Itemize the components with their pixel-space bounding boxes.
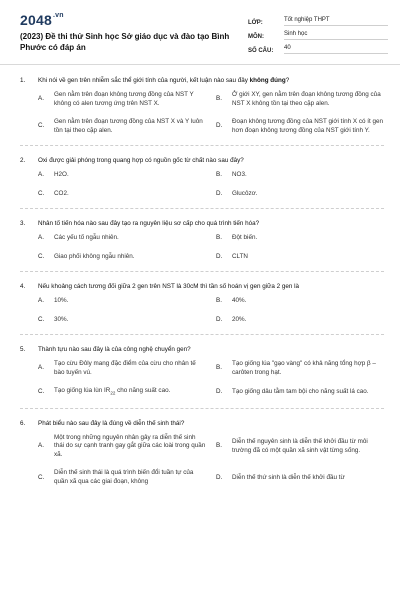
divider	[20, 334, 384, 335]
question-list	[0, 76, 400, 486]
question-5	[0, 345, 400, 398]
option-b[interactable]: B. Diễn thế nguyên sinh là diễn thế khởi đầu từ môi trường đã có một quần xã sinh vật từng sống.	[216, 438, 368, 454]
question-text: Nhân tố tiến hóa nào sau đây tạo ra nguyên liệu sơ cấp cho quá trình tiến hóa?	[38, 220, 260, 227]
option-d[interactable]: D. Glucôzơ.	[216, 189, 258, 197]
exam-info	[248, 12, 388, 54]
info-label: LỚP:	[248, 20, 263, 26]
option-a[interactable]: A. Một trong những nguyên nhân gây ra diễn thế sinh thái do sự cạnh tranh gay gắt giữa các loài trong quần xã.	[38, 433, 206, 458]
info-row-class	[248, 12, 388, 26]
divider	[20, 145, 384, 146]
option-text: Tạo giống lúa lùn $IR_{22}$ cho năng suất cao.	[54, 387, 171, 396]
question-text: Khi nói về gen trên nhiễm sắc thể giới tính của người, kết luận nào sau đây không đúng?	[38, 77, 290, 84]
option-a[interactable]: A. Tạo cừu Đôly mang đặc điểm của cừu cho nhân tế bào tuyến vú.	[38, 360, 196, 376]
option-c[interactable]: C. Diễn thế sinh thái là quá trình biến đổi tuần tự của quần xã qua các giai đoạn, không	[38, 469, 194, 485]
option-a[interactable]: A. Các yếu tố ngẫu nhiên.	[38, 234, 119, 241]
question-3	[0, 219, 400, 261]
info-label: MÔN:	[248, 34, 264, 40]
option-d[interactable]: D. 20%.	[216, 315, 247, 323]
info-row-subject	[248, 26, 388, 40]
divider	[20, 271, 384, 272]
site-logo[interactable]	[20, 12, 64, 28]
question-text: Phát biểu nào sau đây là đúng về diễn thế sinh thái?	[38, 419, 185, 427]
info-value: Tốt nghiệp THPT	[284, 17, 388, 26]
question-2	[0, 156, 400, 198]
question-text: Thành tựu nào sau đây là của công nghệ chuyển gen?	[38, 346, 191, 353]
question-4	[0, 282, 400, 324]
document-header	[0, 0, 400, 65]
option-a[interactable]: A. Gen nằm trên đoạn không tương đồng của NST Y không có alen tương ứng trên NST X.	[38, 91, 194, 107]
question-6	[0, 419, 400, 487]
question-number: 6.	[20, 419, 26, 427]
option-c[interactable]: C. 30%.	[38, 315, 69, 323]
option-b[interactable]: B. 40%.	[216, 297, 247, 304]
option-c[interactable]: C. Giao phối không ngẫu nhiên.	[38, 252, 135, 260]
divider	[20, 408, 384, 409]
option-b[interactable]: B. Ở giới XY, gen nằm trên đoạn không tương đồng của NST X không tồn tại theo cặp alen.	[216, 91, 381, 107]
question-text: Oxi được giải phóng trong quang hợp có nguồn gốc từ chất nào sau đây?	[38, 157, 244, 164]
option-d[interactable]: D. Diễn thế thứ sinh là diễn thế khởi đầu từ	[216, 473, 345, 481]
question-number: 4.	[20, 283, 26, 290]
question-1	[0, 76, 400, 135]
option-d[interactable]: D. CLTN	[216, 252, 248, 260]
info-label: SỐ CÂU:	[248, 48, 274, 54]
option-d[interactable]: D. Tạo giống dâu tằm tam bội cho năng suất lá cao.	[216, 388, 369, 396]
option-b[interactable]: B. Tạo giống lúa "gạo vàng" có khả năng tổng hợp β – carôten trong hạt.	[216, 360, 376, 376]
option-d[interactable]: D. Đoạn không tương đồng của NST giới tính X có ít gen hơn đoạn không tương đồng của NST giới tính Y.	[216, 118, 383, 134]
option-b[interactable]: B. NO3.	[216, 171, 247, 178]
logo-suffix: .vn	[52, 12, 64, 19]
divider	[20, 208, 384, 209]
logo-text: 2048	[20, 12, 52, 28]
option-c[interactable]: C. Gen nằm trên đoạn tương đồng của NST X và Y luôn tồn tại theo cặp alen.	[38, 118, 203, 134]
question-number: 2.	[20, 157, 26, 164]
exam-title: (2023) Đề thi thử Sinh học Sở giáo dục và đào tạo Bình Phước có đáp án	[20, 32, 230, 52]
question-number: 5.	[20, 346, 26, 353]
emphasis-text: không đúng	[249, 77, 286, 84]
option-c[interactable]: C. Tạo giống lúa lùn $IR_{22}$ cho năng suất cao.	[38, 387, 206, 398]
question-text: Nếu khoảng cách tương đối giữa 2 gen trên NST là 30cM thì tần số hoán vị gen giữa 2 gen là	[38, 283, 300, 290]
option-c[interactable]: C. CO2.	[38, 189, 69, 197]
info-value: Sinh học	[284, 31, 388, 40]
question-number: 1.	[20, 77, 26, 84]
option-a[interactable]: A. 10%.	[38, 297, 69, 304]
question-number: 3.	[20, 220, 26, 227]
option-b[interactable]: B. Đột biến.	[216, 234, 258, 241]
option-a[interactable]: A. H2O.	[38, 171, 69, 178]
info-row-count	[248, 40, 388, 54]
info-value: 40	[284, 45, 388, 54]
